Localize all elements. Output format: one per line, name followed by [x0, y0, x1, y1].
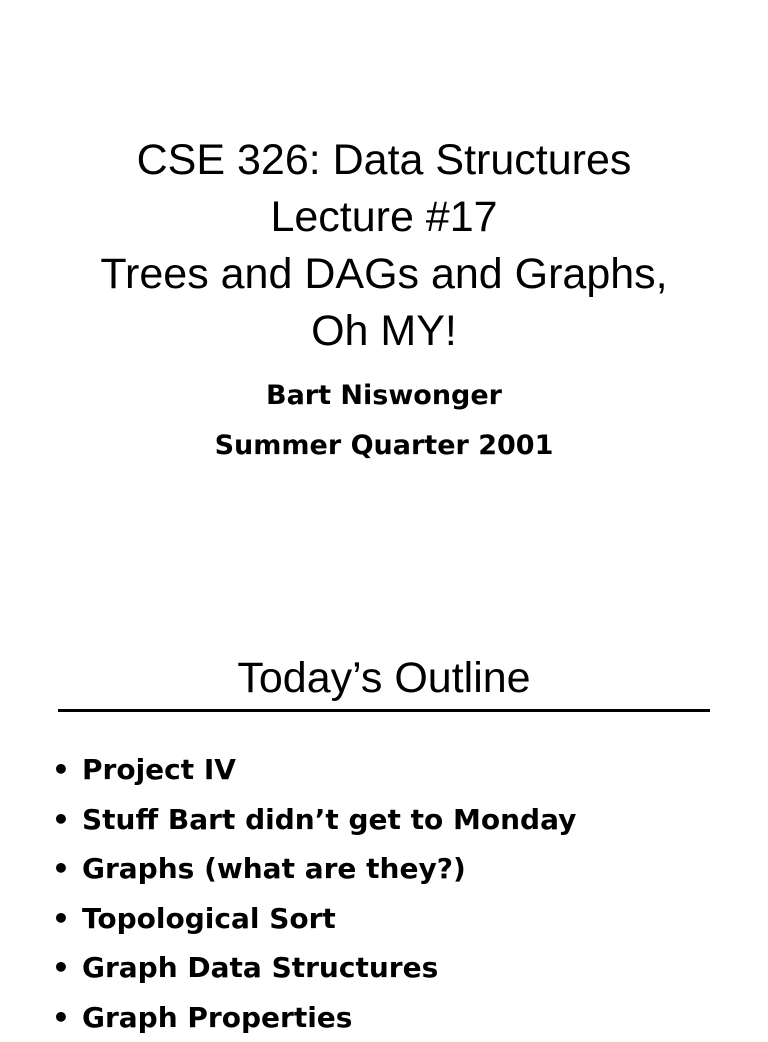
bullet-icon: •	[52, 844, 82, 894]
bullet-icon: •	[52, 943, 82, 993]
outline-title: Today’s Outline	[0, 650, 768, 706]
list-item	[52, 993, 576, 1042]
list-item-text: Graph Properties	[82, 1001, 352, 1034]
bullet-icon: •	[52, 745, 82, 795]
lecture-title	[0, 132, 768, 360]
list-item	[52, 844, 576, 894]
bullet-icon: •	[52, 993, 82, 1042]
lecture-topic: Trees and DAGs and Graphs,	[0, 246, 768, 303]
list-item-text: Graph Data Structures	[82, 951, 438, 984]
list-item-text: Stuff Bart didn’t get to Monday	[82, 803, 576, 836]
course-title: CSE 326: Data Structures	[0, 132, 768, 189]
list-item	[52, 745, 576, 795]
list-item-text: Graphs (what are they?)	[82, 852, 466, 885]
outline-slide	[0, 600, 768, 1024]
list-item	[52, 795, 576, 845]
bullet-icon: •	[52, 894, 82, 944]
term: Summer Quarter 2001	[0, 421, 768, 471]
list-item-text: Project IV	[82, 753, 236, 786]
list-item-text: Topological Sort	[82, 902, 336, 935]
lecture-topic-continued: Oh MY!	[0, 303, 768, 360]
list-item	[52, 943, 576, 993]
author-info	[0, 371, 768, 471]
list-item	[52, 894, 576, 944]
lecture-number: Lecture #17	[0, 189, 768, 246]
bullet-icon: •	[52, 795, 82, 845]
title-divider	[58, 709, 710, 712]
author-name: Bart Niswonger	[0, 371, 768, 421]
outline-list	[52, 745, 576, 1042]
